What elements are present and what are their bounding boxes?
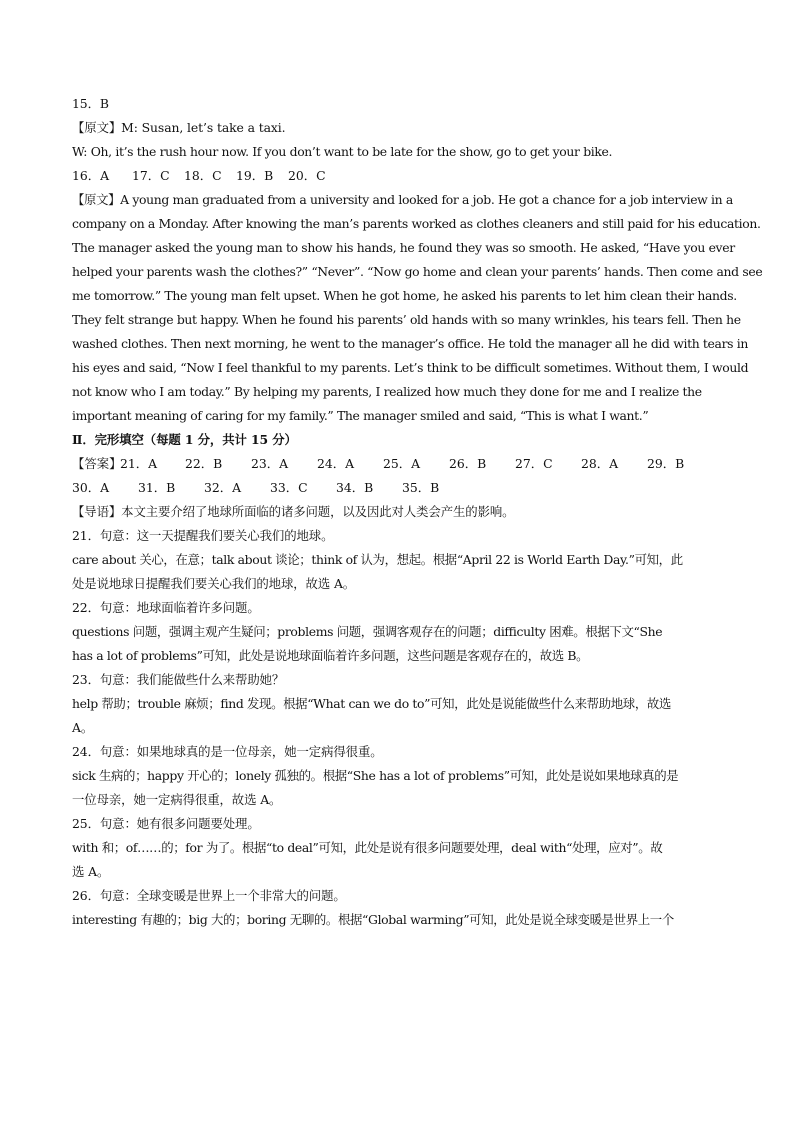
explanation-line: 选 A。 xyxy=(72,864,110,879)
answer-item: 19．B xyxy=(236,168,274,183)
answer-item: 35．B xyxy=(402,480,440,495)
passage-line: They felt strange but happy. When he found his parents’ old hands with so many wrinkles, his tears fell. Then he xyxy=(72,312,741,327)
explanation-line: 24．句意：如果地球真的是一位母亲，她一定病得很重。 xyxy=(72,744,383,759)
passage-line: not know who I am today.” By helping my parents, I realized how much they done for me and I realize the xyxy=(72,384,702,399)
answer-item: 16．A xyxy=(72,168,110,183)
passage-line: his eyes and said, “Now I feel thankful to my parents. Let’s think to be difficult sometimes. Without them, I would xyxy=(72,360,749,375)
passage-line: important meaning of caring for my family.” The manager smiled and said, “This is what I want.” xyxy=(72,408,649,423)
answer-item: 28．A xyxy=(581,456,619,471)
answer-item: 21．A xyxy=(120,456,158,471)
answers-row-1 xyxy=(72,452,726,476)
q16-20-answers xyxy=(72,164,726,188)
explanation-line: 处是说地球日提醒我们要关心我们的地球，故选 A。 xyxy=(72,576,356,591)
answer-item: 18．C xyxy=(184,168,222,183)
explanation-line: questions 问题，强调主观产生疑问；problems 问题，强调客观存在的问题；difficulty 困难。根据下文“She xyxy=(72,624,663,639)
explanation-line: care about 关心，在意；talk about 谈论；think of 认为，想起。根据“April 22 is World Earth Day.”可知，此 xyxy=(72,552,683,567)
passage-line: 【原文】A young man graduated from a university and looked for a job. He got a chance for a job interview in a xyxy=(72,192,733,207)
explanation-line: A。 xyxy=(72,720,94,735)
answers-row-2 xyxy=(72,476,726,500)
explanation-line: 21．句意：这一天提醒我们要关心我们的地球。 xyxy=(72,528,334,543)
section-heading: Ⅱ．完形填空（每题 1 分，共计 15 分） xyxy=(72,432,297,447)
explanation-line: help 帮助；trouble 麻烦；find 发现。根据“What can we do to”可知，此处是说能做些什么来帮助地球，故选 xyxy=(72,696,671,711)
answer-item: 30．A xyxy=(72,480,110,495)
answers-label: 【答案】 xyxy=(72,456,122,471)
explanation-line: 26．句意：全球变暖是世界上一个非常大的问题。 xyxy=(72,888,346,903)
listening-passage xyxy=(72,188,763,428)
answer-item: 29．B xyxy=(647,456,685,471)
answer-item: 34．B xyxy=(336,480,374,495)
q15-answer: 15．B xyxy=(72,96,109,111)
explanations xyxy=(72,524,726,932)
passage-line: helped your parents wash the clothes?” “Never”. “Now go home and clean your parents’ hands. Then come and see xyxy=(72,264,763,279)
answer-item: 25．A xyxy=(383,456,421,471)
explanation-line: 23．句意：我们能做些什么来帮助她？ xyxy=(72,672,285,687)
passage-line: me tomorrow.” The young man felt upset. When he got home, he asked his parents to let him clean their hands. xyxy=(72,288,737,303)
answer-item: 31．B xyxy=(138,480,176,495)
passage-line: washed clothes. Then next morning, he went to the manager’s office. He told the manager all he did with tears in xyxy=(72,336,748,351)
document-page xyxy=(72,92,763,932)
explanation-line: interesting 有趣的；big 大的；boring 无聊的。根据“Global warming”可知，此处是说全球变暖是世界上一个 xyxy=(72,912,674,927)
answer-item: 20．C xyxy=(288,168,326,183)
answer-item: 23．A xyxy=(251,456,289,471)
answer-item: 33．C xyxy=(270,480,308,495)
explanation-line: has a lot of problems”可知，此处是说地球面临着许多问题，这些问题是客观存在的，故选 B。 xyxy=(72,648,589,663)
q15-transcript-line: 【原文】M: Susan, let’s take a taxi. xyxy=(72,120,286,135)
q15-transcript-line: W: Oh, it’s the rush hour now. If you don’t want to be late for the show, go to get your bike. xyxy=(72,144,613,159)
explanation-line: sick 生病的；happy 开心的；lonely 孤独的。根据“She has a lot of problems”可知，此处是说如果地球真的是 xyxy=(72,768,679,783)
answer-item: 27．C xyxy=(515,456,553,471)
explanation-line: 一位母亲，她一定病得很重，故选 A。 xyxy=(72,792,282,807)
answer-item: 32．A xyxy=(204,480,242,495)
passage-line: company on a Monday. After knowing the man’s parents worked as clothes cleaners and still paid for his education. xyxy=(72,216,761,231)
explanation-line: 25．句意：她有很多问题要处理。 xyxy=(72,816,260,831)
answer-item: 17．C xyxy=(132,168,170,183)
explanation-line: 22．句意：地球面临着许多问题。 xyxy=(72,600,260,615)
answer-item: 24．A xyxy=(317,456,355,471)
answer-item: 26．B xyxy=(449,456,487,471)
explanation-line: with 和；of……的；for 为了。根据“to deal”可知，此处是说有很多问题要处理，deal with“处理，应对”。故 xyxy=(72,840,663,855)
passage-line: The manager asked the young man to show his hands, he found they was so smooth. He asked, “Have you ever xyxy=(72,240,735,255)
answer-item: 22．B xyxy=(185,456,223,471)
intro-text: 【导语】本文主要介绍了地球所面临的诸多问题，以及因此对人类会产生的影响。 xyxy=(72,504,515,519)
